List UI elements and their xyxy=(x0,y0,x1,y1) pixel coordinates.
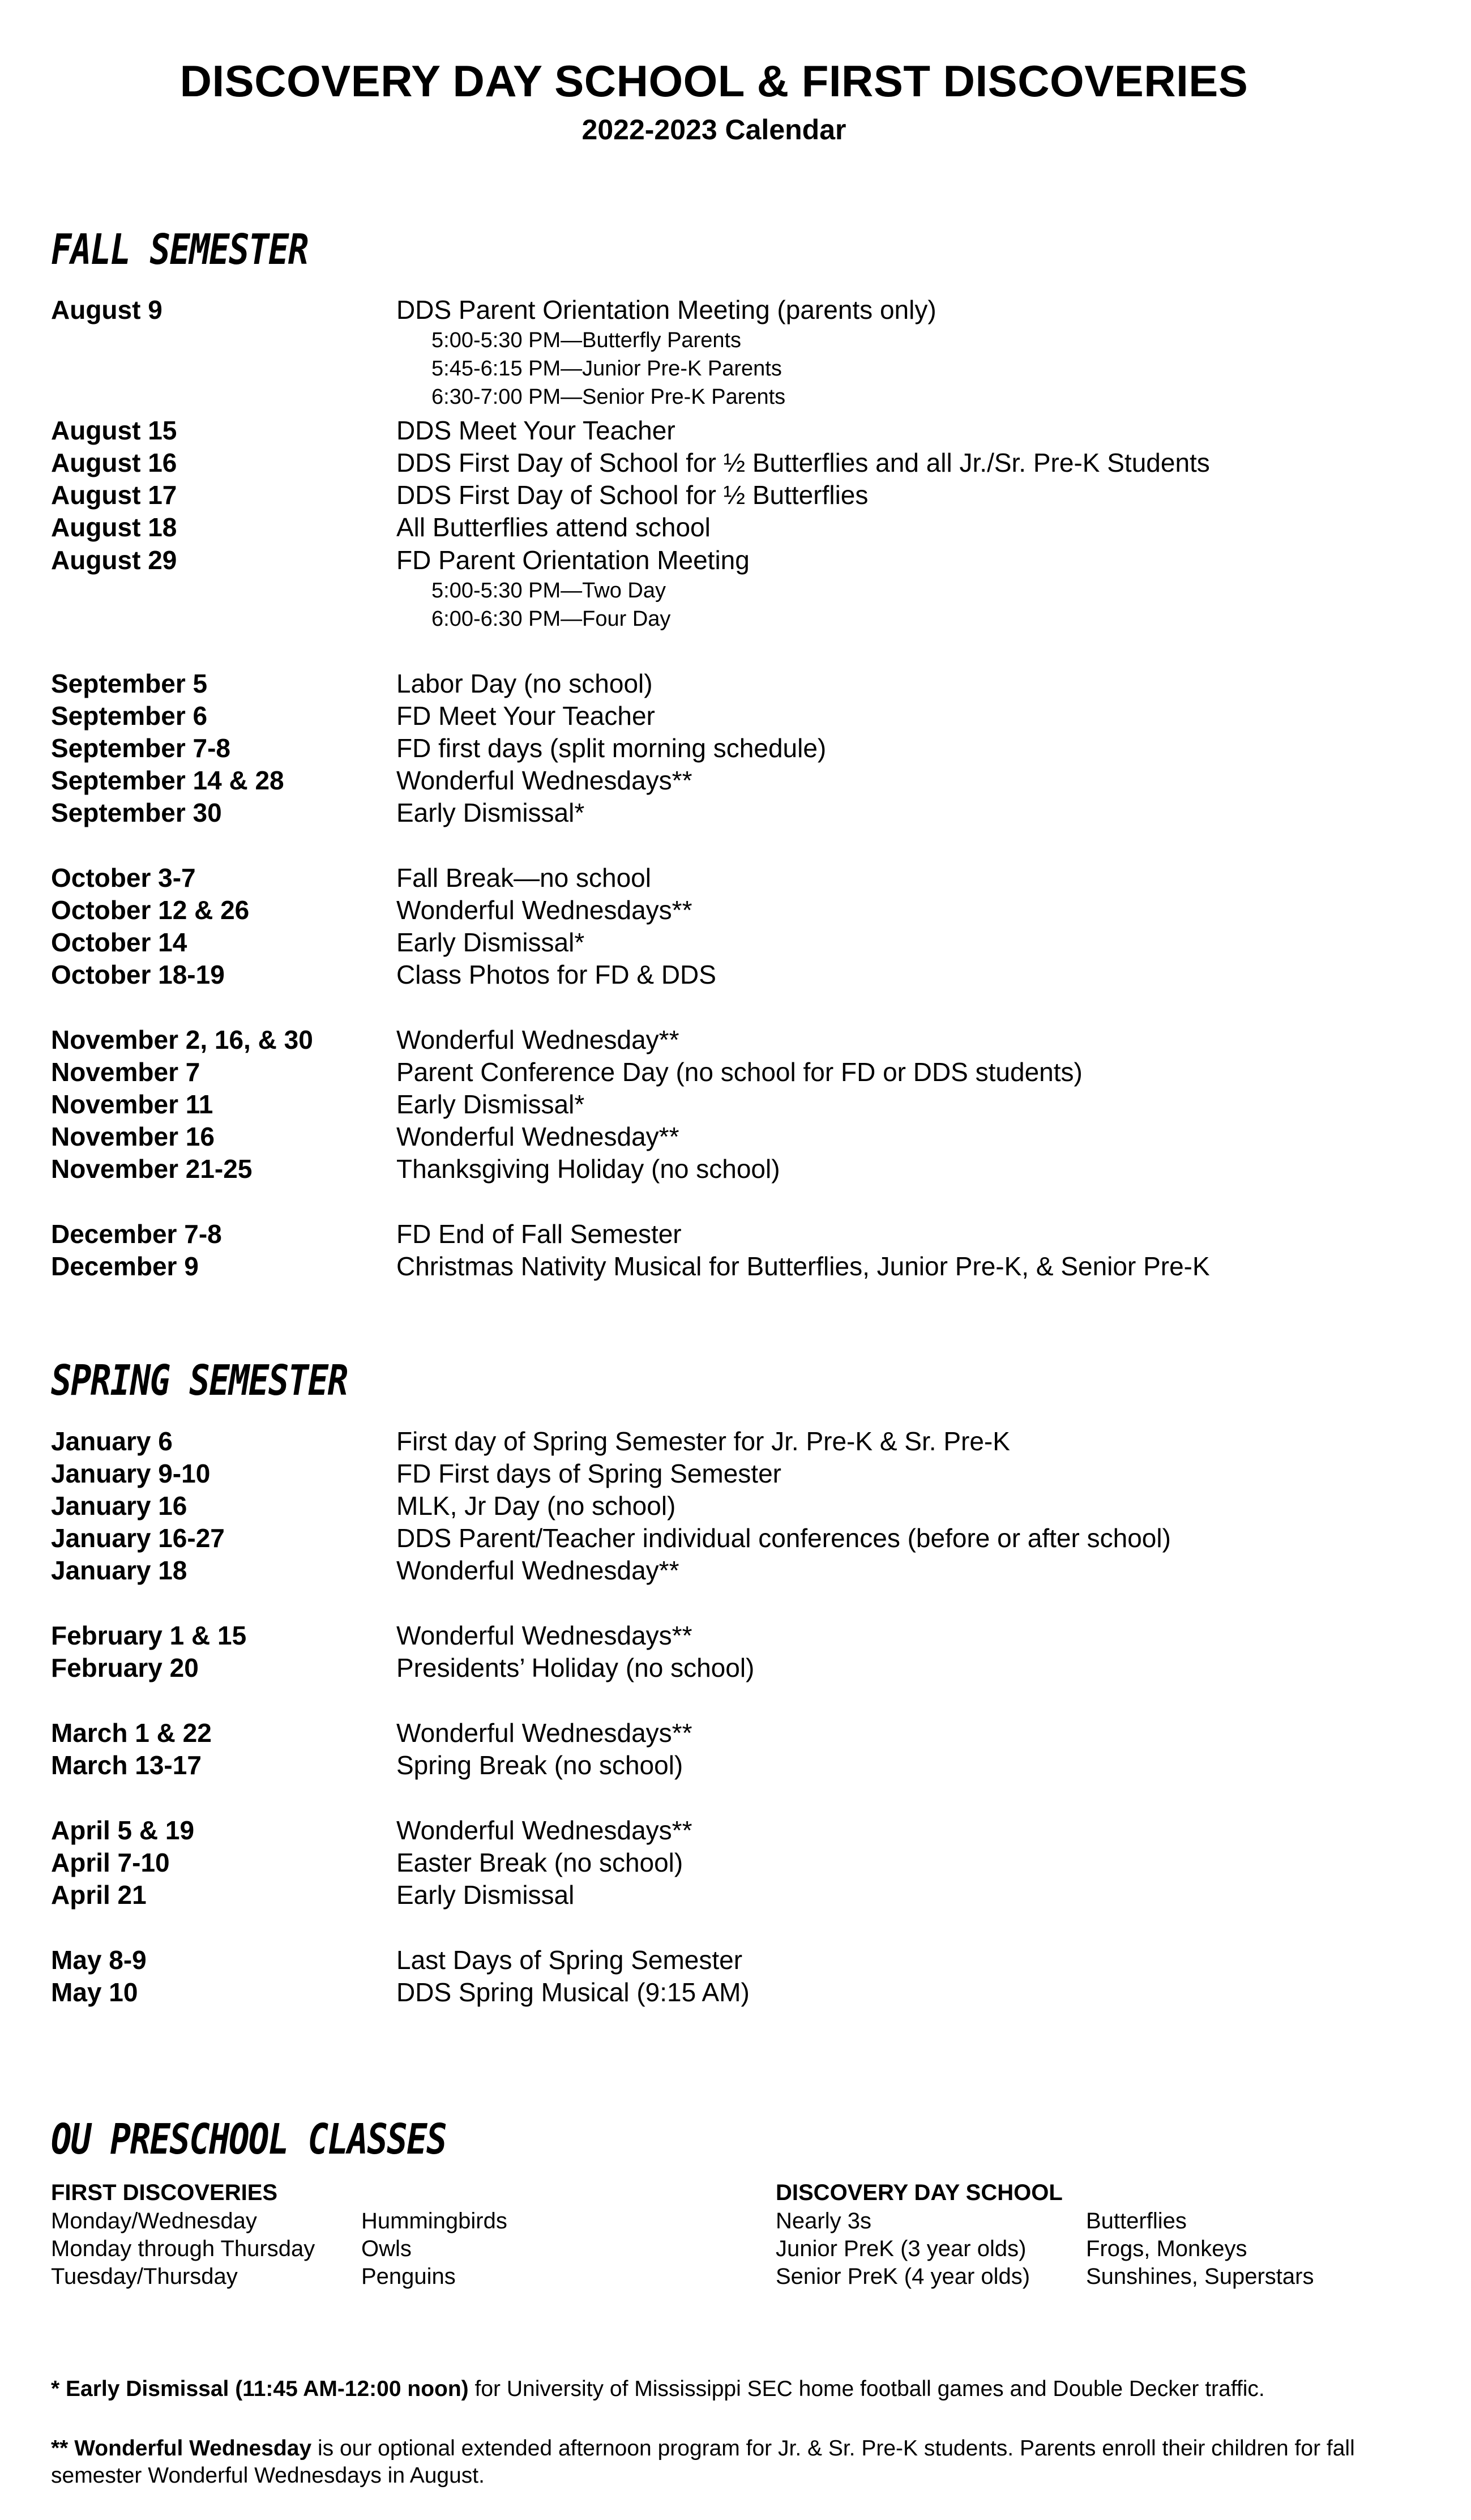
preschool-classes-heading: OU PRESCHOOL CLASSES xyxy=(51,2115,446,2164)
event-description: DDS Parent/Teacher individual conferences (before or after school) xyxy=(396,1523,1171,1553)
event-description: First day of Spring Semester for Jr. Pre-K & Sr. Pre-K xyxy=(396,1426,1010,1456)
event-date: November 2, 16, & 30 xyxy=(51,1025,313,1054)
event-description: FD End of Fall Semester xyxy=(396,1219,682,1249)
first-discoveries-title: FIRST DISCOVERIES xyxy=(51,2180,278,2205)
page-title: DISCOVERY DAY SCHOOL & FIRST DISCOVERIES xyxy=(179,56,1248,106)
early-dismissal-note xyxy=(51,2376,1421,2403)
event-date: March 1 & 22 xyxy=(51,1718,212,1748)
event-description: FD first days (split morning schedule) xyxy=(396,733,827,763)
event-description: Fall Break—no school xyxy=(396,863,651,892)
event-description: Class Photos for FD & DDS xyxy=(396,960,716,989)
class-name: Hummingbirds xyxy=(361,2209,507,2233)
wonderful-wednesday-note-text: is our optional extended afternoon program for Jr. & Sr. Pre-K students. Parents enroll their children for fall semester Wonderful Wednesdays in August. xyxy=(51,2436,1355,2488)
event-date: April 7-10 xyxy=(51,1848,170,1877)
event-date: October 12 & 26 xyxy=(51,895,250,925)
event-date: March 13-17 xyxy=(51,1750,202,1780)
event-description: DDS Parent Orientation Meeting (parents only) xyxy=(396,295,937,324)
event-description: Wonderful Wednesday** xyxy=(396,1025,679,1054)
event-description: FD Parent Orientation Meeting xyxy=(396,545,750,575)
event-description: Easter Break (no school) xyxy=(396,1848,683,1877)
event-description: Last Days of Spring Semester xyxy=(396,1945,743,1975)
event-description: Wonderful Wednesday** xyxy=(396,1556,679,1585)
early-dismissal-note-label: * Early Dismissal (11:45 AM-12:00 noon) xyxy=(51,2377,469,2401)
event-description: Parent Conference Day (no school for FD or DDS students) xyxy=(396,1057,1083,1087)
class-name: Owls xyxy=(361,2236,412,2261)
event-date: September 14 & 28 xyxy=(51,766,284,795)
event-description: Early Dismissal* xyxy=(396,798,585,827)
event-description: Labor Day (no school) xyxy=(396,669,653,698)
class-name: Penguins xyxy=(361,2264,456,2289)
event-date: February 1 & 15 xyxy=(51,1621,247,1650)
event-date: September 30 xyxy=(51,798,222,827)
event-date: November 21-25 xyxy=(51,1154,253,1184)
event-date: May 8-9 xyxy=(51,1945,147,1975)
spring-semester-heading: SPRING SEMESTER xyxy=(51,1356,348,1405)
event-date: August 9 xyxy=(51,295,163,324)
event-description: Wonderful Wednesdays** xyxy=(396,895,692,925)
event-description: DDS First Day of School for ½ Butterflies xyxy=(396,480,869,510)
event-time-detail: 5:00-5:30 PM—Butterfly Parents xyxy=(431,328,742,352)
event-date: August 18 xyxy=(51,512,177,542)
event-description: DDS First Day of School for ½ Butterflies and all Jr./Sr. Pre-K Students xyxy=(396,448,1210,477)
event-date: September 6 xyxy=(51,701,208,731)
event-description: Early Dismissal* xyxy=(396,928,585,957)
class-schedule: Tuesday/Thursday xyxy=(51,2264,238,2289)
event-description: Wonderful Wednesdays** xyxy=(396,1816,692,1845)
event-date: November 11 xyxy=(51,1090,213,1119)
event-description: All Butterflies attend school xyxy=(396,512,711,542)
class-name: Frogs, Monkeys xyxy=(1086,2236,1247,2261)
event-date: September 7-8 xyxy=(51,733,231,763)
event-description: Wonderful Wednesdays** xyxy=(396,1621,692,1650)
event-description: MLK, Jr Day (no school) xyxy=(396,1491,676,1520)
event-date: April 5 & 19 xyxy=(51,1816,195,1845)
event-date: January 16-27 xyxy=(51,1523,225,1553)
class-schedule: Junior PreK (3 year olds) xyxy=(776,2236,1027,2261)
wonderful-wednesday-note-label: ** Wonderful Wednesday xyxy=(51,2436,312,2461)
event-date: February 20 xyxy=(51,1653,199,1682)
early-dismissal-note-text: for University of Mississippi SEC home football games and Double Decker traffic. xyxy=(468,2377,1265,2401)
wonderful-wednesday-note xyxy=(51,2435,1421,2489)
event-date: October 3-7 xyxy=(51,863,196,892)
class-schedule: Senior PreK (4 year olds) xyxy=(776,2264,1030,2289)
event-date: August 29 xyxy=(51,545,177,575)
event-time-detail: 5:00-5:30 PM—Two Day xyxy=(431,579,666,603)
event-description: Thanksgiving Holiday (no school) xyxy=(396,1154,780,1184)
event-description: Presidents’ Holiday (no school) xyxy=(396,1653,755,1682)
event-date: September 5 xyxy=(51,669,208,698)
event-time-detail: 5:45-6:15 PM—Junior Pre-K Parents xyxy=(431,357,782,381)
event-date: April 21 xyxy=(51,1880,147,1910)
event-date: January 16 xyxy=(51,1491,187,1520)
event-date: January 18 xyxy=(51,1556,187,1585)
event-date: November 7 xyxy=(51,1057,200,1087)
event-date: October 14 xyxy=(51,928,187,957)
class-schedule: Monday through Thursday xyxy=(51,2236,315,2261)
event-description: Spring Break (no school) xyxy=(396,1750,683,1780)
event-time-detail: 6:30-7:00 PM—Senior Pre-K Parents xyxy=(431,385,786,409)
event-date: November 16 xyxy=(51,1122,215,1151)
event-time-detail: 6:00-6:30 PM—Four Day xyxy=(431,607,671,631)
event-date: January 6 xyxy=(51,1426,173,1456)
event-date: December 9 xyxy=(51,1252,199,1281)
event-description: Christmas Nativity Musical for Butterflies, Junior Pre-K, & Senior Pre-K xyxy=(396,1252,1210,1281)
class-name: Sunshines, Superstars xyxy=(1086,2264,1314,2289)
event-date: October 18-19 xyxy=(51,960,225,989)
event-description: Wonderful Wednesday** xyxy=(396,1122,679,1151)
event-description: Early Dismissal xyxy=(396,1880,575,1910)
event-date: August 16 xyxy=(51,448,177,477)
event-description: DDS Meet Your Teacher xyxy=(396,416,675,445)
calendar-year: 2022-2023 Calendar xyxy=(581,114,846,146)
class-schedule: Nearly 3s xyxy=(776,2209,871,2233)
event-date: August 17 xyxy=(51,480,177,510)
event-description: DDS Spring Musical (9:15 AM) xyxy=(396,1977,750,2007)
class-schedule: Monday/Wednesday xyxy=(51,2209,257,2233)
discovery-day-school-title: DISCOVERY DAY SCHOOL xyxy=(776,2180,1063,2205)
event-description: Wonderful Wednesdays** xyxy=(396,766,692,795)
event-description: Early Dismissal* xyxy=(396,1090,585,1119)
event-description: Wonderful Wednesdays** xyxy=(396,1718,692,1748)
event-date: May 10 xyxy=(51,1977,138,2007)
fall-semester-heading: FALL SEMESTER xyxy=(51,225,308,274)
event-description: FD First days of Spring Semester xyxy=(396,1459,781,1488)
class-name: Butterflies xyxy=(1086,2209,1187,2233)
event-date: August 15 xyxy=(51,416,177,445)
event-date: January 9-10 xyxy=(51,1459,211,1488)
event-description: FD Meet Your Teacher xyxy=(396,701,655,731)
event-date: December 7-8 xyxy=(51,1219,222,1249)
